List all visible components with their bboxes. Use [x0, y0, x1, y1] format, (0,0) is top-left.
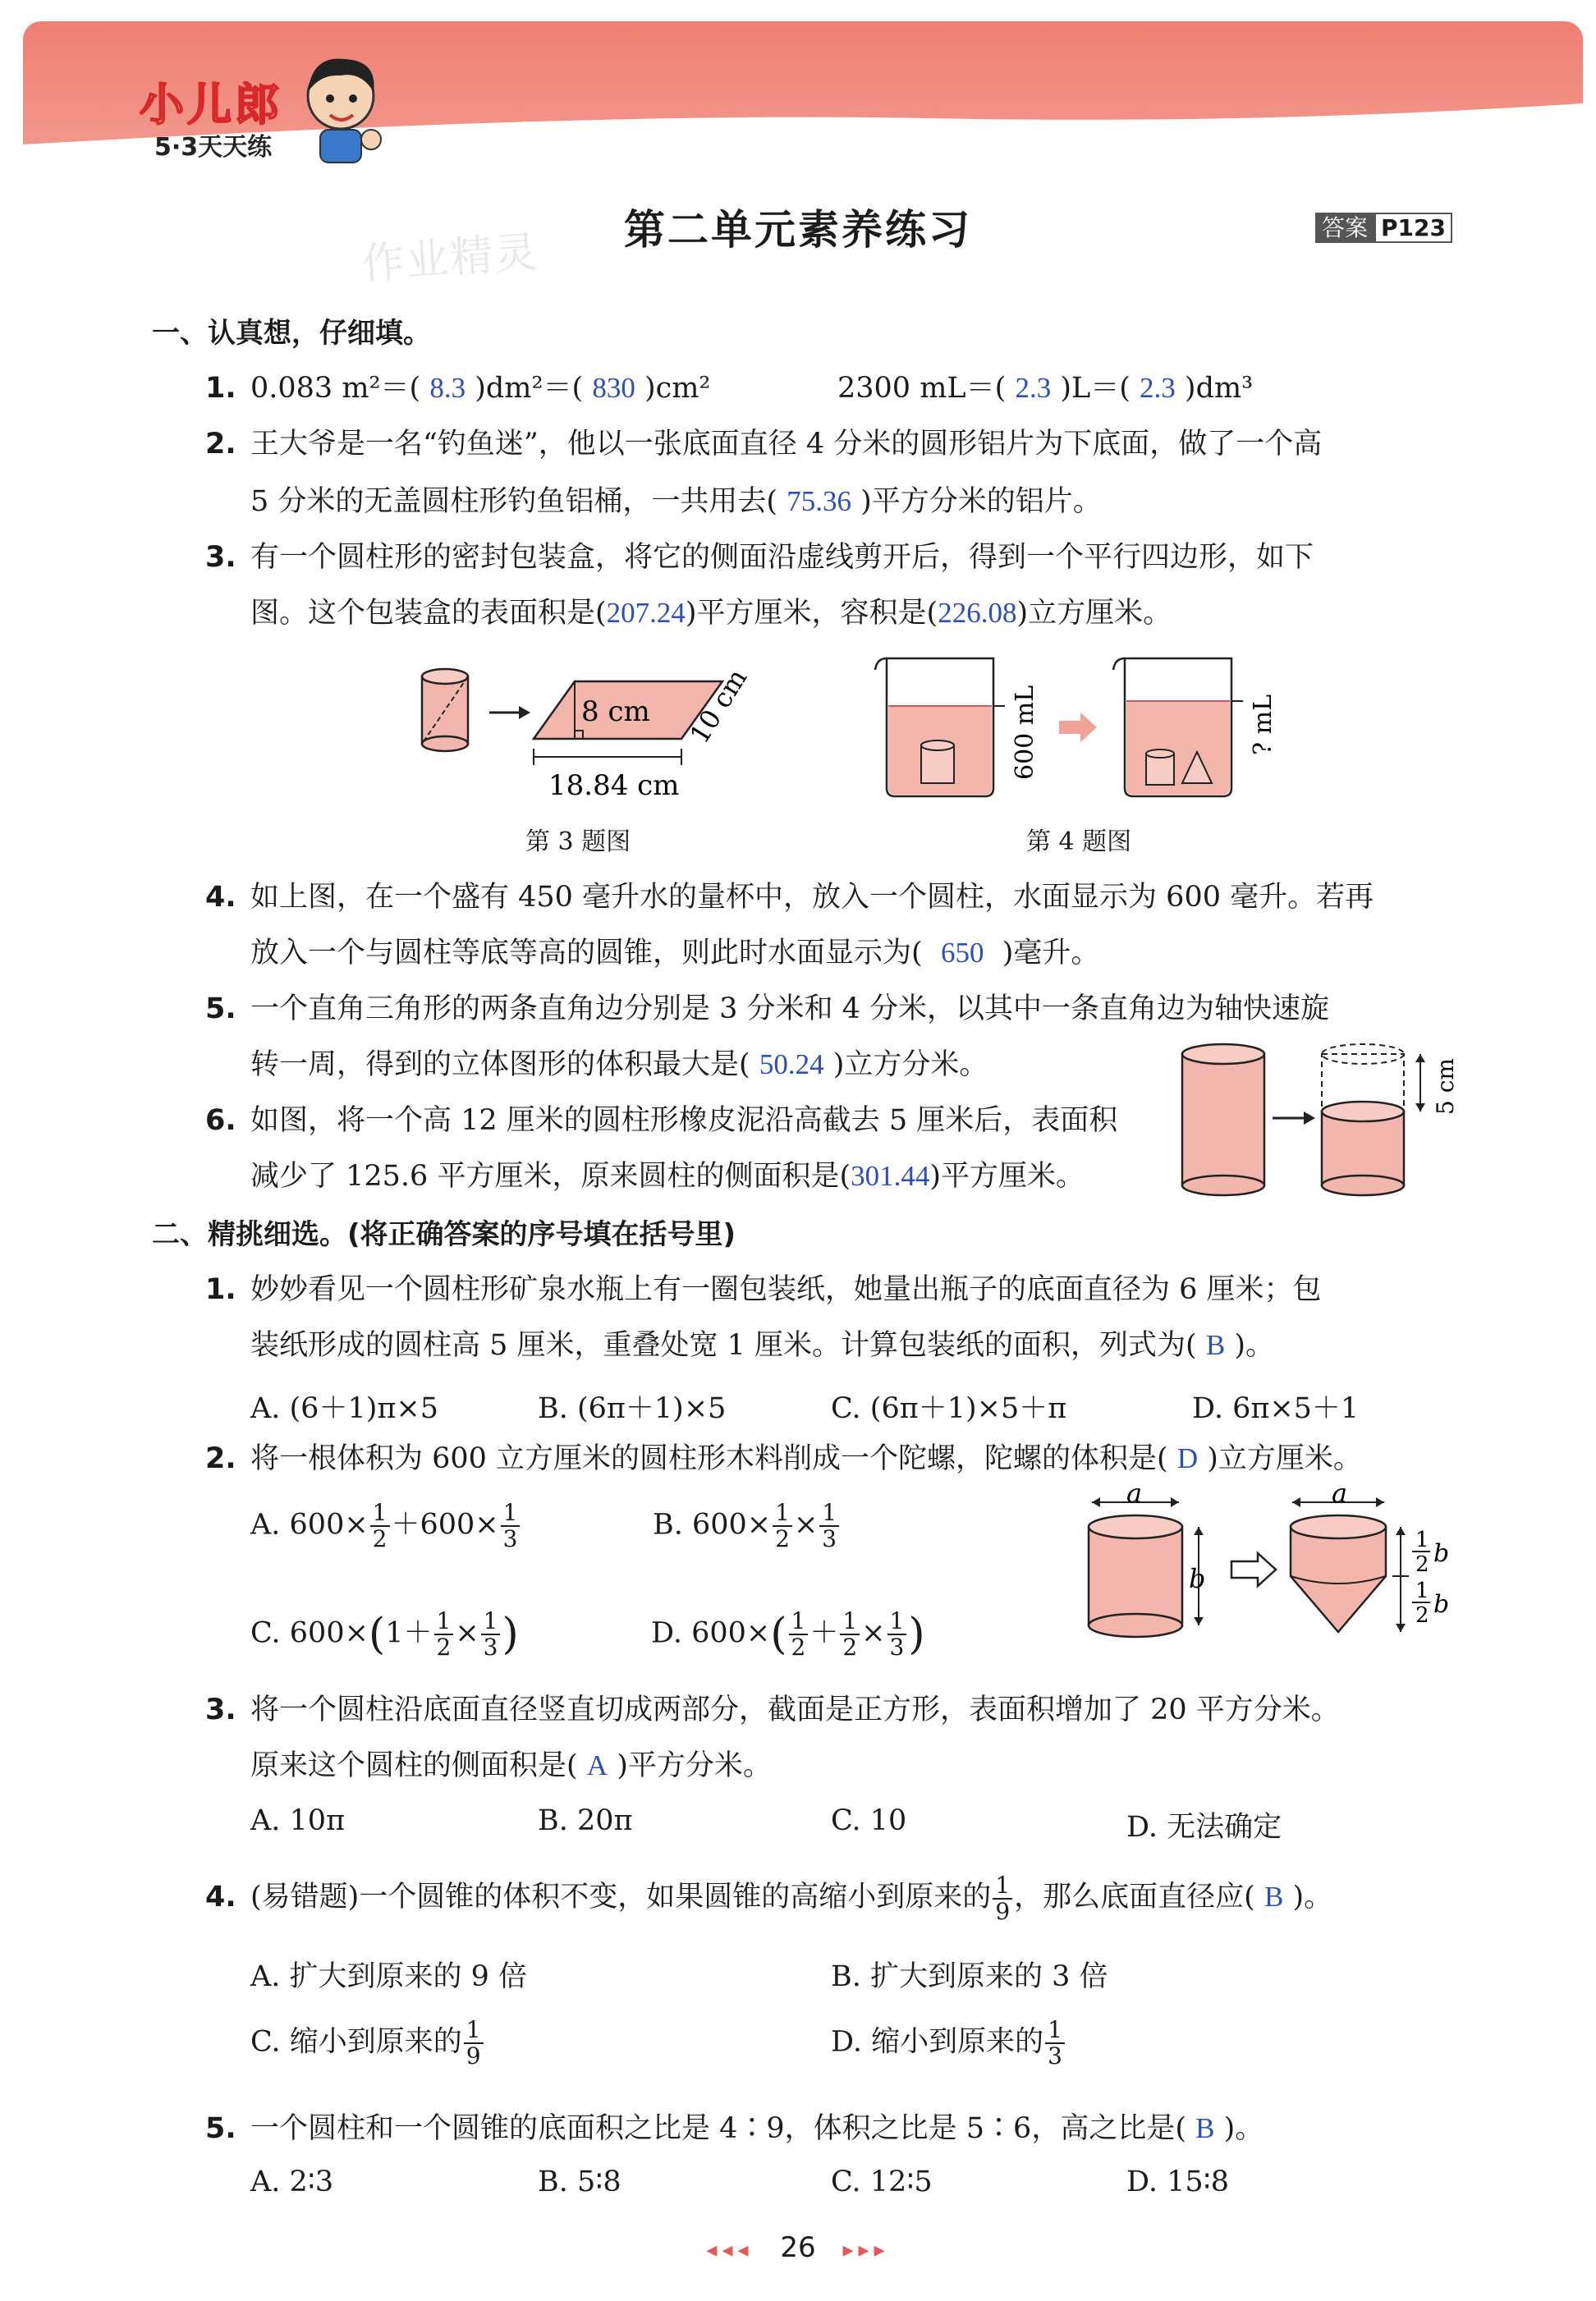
page-title: 第二单元素养练习	[624, 206, 972, 254]
answer-reference	[1315, 210, 1452, 243]
height-label-b: b	[1189, 1563, 1206, 1594]
question-number: 1.	[205, 372, 236, 405]
option-d: D. 6π×5＋1	[1192, 1392, 1360, 1425]
option-a: A. 600× $\frac{1}{2}$ ＋600× $\frac{1}{3}$	[250, 1501, 521, 1552]
answer-text: B	[1205, 1329, 1226, 1361]
arrow-right-icon	[1059, 713, 1097, 742]
option-b: B. (6π＋1)×5	[538, 1392, 727, 1425]
option-d: D. 缩小到原来的 $\frac{1}{3}$	[831, 2018, 1066, 2069]
width-label-a: a	[1332, 1486, 1348, 1509]
option-d: D. 无法确定	[1126, 1811, 1282, 1844]
prev-arrows-icon: ◂◂◂	[706, 2238, 754, 2262]
option-c: C. 10	[831, 1804, 907, 1837]
option-a: A. 2∶3	[250, 2166, 334, 2198]
option-a: A. (6＋1)π×5	[250, 1392, 438, 1425]
question-text: 如上图，在一个盛有 450 毫升水的量杯中，放入一个圆柱，水面显示为 600 毫升。若再	[250, 881, 1374, 914]
fraction-denominator: 2	[1415, 1552, 1429, 1577]
figure-3-caption: 第 3 题图	[525, 827, 631, 856]
height-label: 8 cm	[581, 695, 650, 728]
option-b: B. 20π	[538, 1804, 633, 1837]
half-b-label: b	[1433, 1590, 1450, 1619]
volume-label: 600 mL	[1011, 685, 1039, 780]
next-arrows-icon: ▸▸▸	[842, 2238, 890, 2262]
width-label-a: a	[1126, 1486, 1143, 1509]
question-number: 2.	[205, 428, 236, 461]
fraction-numerator: 1	[1415, 1528, 1429, 1552]
question-text: 一个直角三角形的两条直角边分别是 3 分米和 4 分米，以其中一条直角边为轴快速旋	[250, 992, 1330, 1025]
answer-page: P123	[1374, 213, 1452, 243]
question-number: 3.	[205, 1694, 236, 1726]
half-b-label: b	[1433, 1539, 1450, 1568]
question-number: 4.	[205, 881, 236, 914]
question-text: 妙妙看见一个圆柱形矿泉水瓶上有一圈包装纸，她量出瓶子的底面直径为 6 厘米；包	[250, 1273, 1322, 1306]
beaker-icon	[1113, 658, 1231, 796]
answer-text: D	[1176, 1442, 1199, 1474]
option-c: C. 缩小到原来的 $\frac{1}{9}$	[250, 2018, 485, 2069]
brand-logo: 小儿郎	[140, 79, 282, 131]
option-a: A. 扩大到原来的 9 倍	[250, 1960, 528, 1993]
answer-label: 答案	[1315, 213, 1374, 243]
cylinder-icon	[1089, 1515, 1182, 1637]
beaker-icon	[875, 658, 993, 796]
fraction-denominator: 2	[1415, 1603, 1429, 1628]
question-number: 2.	[205, 1442, 236, 1475]
figure-3	[410, 657, 788, 813]
question-number: 4.	[205, 1881, 236, 1914]
question-text: 王大爷是一名“钓鱼迷”，他以一张底面直径 4 分米的圆形铝片为下底面，做了一个高	[250, 428, 1323, 461]
answer-text: 2.3	[1015, 372, 1052, 404]
question-text: 如图，将一个高 12 厘米的圆柱形橡皮泥沿高截去 5 厘米后，表面积	[250, 1104, 1118, 1137]
option-c: C. (6π＋1)×5＋π	[831, 1392, 1067, 1425]
figure-spinning-top	[1075, 1486, 1478, 1650]
mascot-icon	[296, 51, 386, 166]
page-footer	[0, 2231, 1596, 2264]
section-heading: 二、精挑细选。(将正确答案的序号填在括号里)	[152, 1218, 736, 1251]
fraction-numerator: 1	[1415, 1579, 1429, 1603]
option-b: B. 扩大到原来的 3 倍	[831, 1960, 1108, 1993]
answer-text: 830	[592, 372, 635, 404]
cut-label: 5 cm	[1432, 1058, 1459, 1115]
cylinder-icon	[1182, 1044, 1264, 1195]
arrow-right-icon	[1231, 1553, 1276, 1586]
answer-text: 650	[940, 937, 984, 969]
option-d: D. 15∶8	[1126, 2166, 1229, 2198]
question-1-1b: 2300 mL＝( 2.3 )L＝( 2.3 )dm³	[837, 372, 1254, 405]
answer-text: 50.24	[759, 1048, 824, 1080]
question-number: 3.	[205, 541, 236, 574]
answer-text: 8.3	[429, 372, 466, 404]
figure-4	[870, 649, 1314, 813]
question-text: 0.083 m²＝( 8.3 )dm²＝( 830 )cm²	[250, 372, 711, 405]
option-b: B. 600× $\frac{1}{2}$ × $\frac{1}{3}$	[653, 1501, 841, 1552]
answer-text: B	[1195, 2112, 1215, 2144]
answer-text: 207.24	[606, 597, 686, 629]
figure-6	[1174, 1036, 1486, 1200]
question-number: 5.	[205, 992, 236, 1025]
page-number: 26	[780, 2231, 816, 2264]
option-c: C. 12∶5	[831, 2166, 933, 2198]
spinning-top-icon	[1291, 1515, 1386, 1632]
question-text: 将一个圆柱沿底面直径竖直切成两部分，截面是正方形，表面积增加了 20 平方分米。	[250, 1694, 1340, 1726]
answer-text: 301.44	[851, 1160, 930, 1192]
option-c: C. 600×(1＋ $\frac{1}{2}$ × $\frac{1}{3}$ )	[250, 1607, 519, 1661]
answer-text: B	[1264, 1881, 1284, 1913]
volume-unknown-label: ? mL	[1249, 694, 1277, 755]
option-b: B. 5∶8	[538, 2166, 621, 2198]
arrow-right-icon	[489, 706, 530, 719]
cut-cylinder-icon	[1322, 1044, 1404, 1195]
brand-subtitle: 5·3天天练	[154, 133, 273, 162]
watermark: 作业精灵	[360, 227, 541, 290]
answer-text: 2.3	[1140, 372, 1176, 404]
answer-text: A	[586, 1749, 608, 1781]
cylinder-icon	[422, 669, 468, 751]
question-number: 6.	[205, 1104, 236, 1137]
slant-label: 10 cm	[683, 663, 754, 749]
answer-text: 75.36	[787, 485, 851, 517]
base-label: 18.84 cm	[548, 769, 680, 802]
question-text: 有一个圆柱形的密封包装盒，将它的侧面沿虚线剪开后，得到一个平行四边形，如下	[250, 541, 1314, 574]
option-a: A. 10π	[250, 1804, 346, 1837]
figure-4-caption: 第 4 题图	[1026, 827, 1132, 856]
question-number: 5.	[205, 2112, 236, 2145]
option-d: D. 600×( $\frac{1}{2}$ ＋ $\frac{1}{2}$ × $\frac{1}{3}$ )	[651, 1607, 925, 1661]
question-number: 1.	[205, 1273, 236, 1306]
section-heading: 一、认真想，仔细填。	[152, 317, 431, 350]
answer-text: 226.08	[938, 597, 1017, 629]
arrow-right-icon	[1273, 1112, 1315, 1125]
